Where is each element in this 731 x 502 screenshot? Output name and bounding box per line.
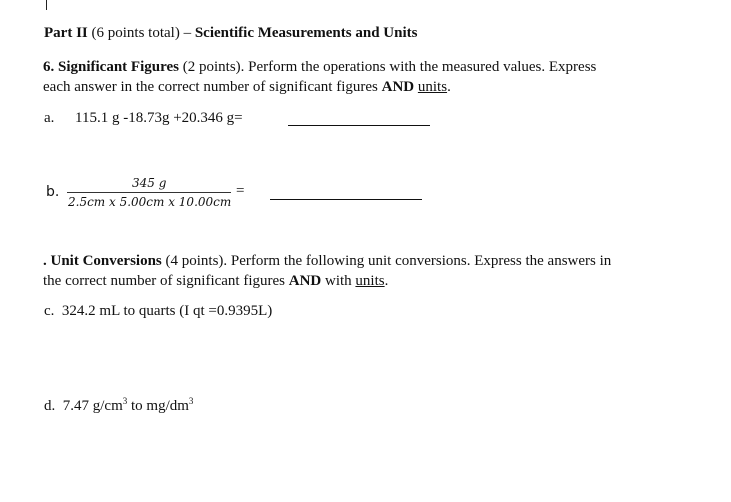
question-d-label: d. bbox=[44, 398, 56, 414]
q6-instructions: (2 points). Perform the operations with the measured values. Express bbox=[178, 59, 597, 75]
text-cursor bbox=[46, 0, 47, 10]
q7-with: with bbox=[321, 273, 356, 289]
question-d-text-1: 7.47 g/cm bbox=[62, 398, 123, 414]
fraction-bar bbox=[67, 192, 231, 193]
question-7-prompt bbox=[43, 251, 611, 291]
question-d-text-2: to mg/dm bbox=[127, 398, 189, 414]
q6-units: units bbox=[417, 79, 448, 95]
q6-title: 6. Significant Figures bbox=[43, 59, 179, 75]
answer-a-blank[interactable] bbox=[288, 125, 430, 126]
q6-period: . bbox=[447, 79, 451, 95]
question-a-label: a. bbox=[44, 110, 55, 126]
q6-and: AND bbox=[381, 79, 415, 95]
q7-units: units bbox=[355, 273, 385, 289]
superscript-1: 3 bbox=[122, 396, 128, 406]
part-subject: Scientific Measurements and Units bbox=[194, 25, 418, 41]
part-label: Part II bbox=[44, 25, 88, 41]
question-c bbox=[44, 303, 272, 320]
q7-instructions: (4 points). Perform the following unit conversions. Express the answers in bbox=[161, 253, 612, 269]
equals-sign: = bbox=[236, 183, 245, 199]
question-a-expression: 115.1 g -18.73g +20.346 g= bbox=[75, 110, 243, 126]
q7-and: AND bbox=[288, 273, 322, 289]
superscript-2: 3 bbox=[188, 396, 194, 406]
q7-period: . bbox=[384, 273, 389, 289]
q7-instructions-line2: the correct number of significant figures bbox=[43, 273, 289, 289]
q7-title: Unit Conversions bbox=[50, 253, 162, 269]
q7-dot: . bbox=[43, 253, 51, 269]
q6-instructions-line2: each answer in the correct number of significant figures bbox=[43, 79, 382, 95]
question-6-prompt bbox=[43, 57, 596, 97]
question-c-label: c. bbox=[44, 303, 55, 319]
part-title bbox=[44, 25, 417, 42]
fraction-denominator: 2.5cm x 5.00cm x 10.00cm bbox=[68, 195, 232, 209]
answer-b-blank[interactable] bbox=[270, 199, 422, 200]
question-c-text: 324.2 mL to quarts (I qt =0.9395L) bbox=[61, 303, 273, 319]
fraction-numerator: 345 g bbox=[132, 176, 167, 190]
part-points: (6 points total) – bbox=[87, 25, 195, 41]
question-d bbox=[44, 398, 193, 415]
question-b-label: b. bbox=[46, 184, 60, 200]
